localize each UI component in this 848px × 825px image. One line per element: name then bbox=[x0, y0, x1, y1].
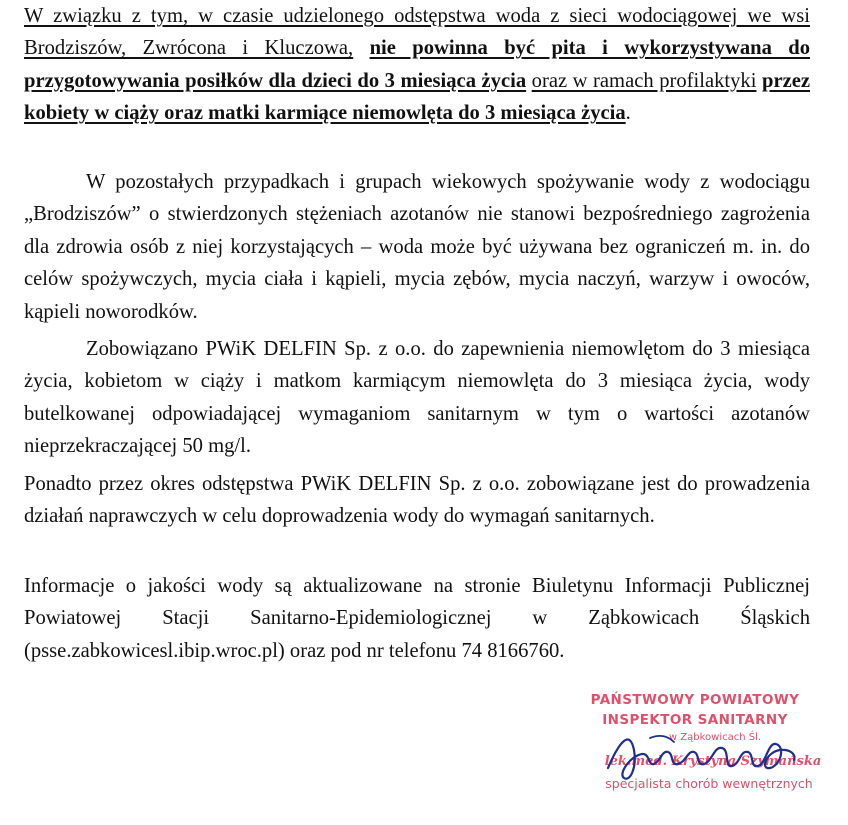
stamp-line-3: w Ząbkowicach Śl. bbox=[668, 732, 762, 743]
stamp-line-5: specjalista chorób wewnętrznych bbox=[605, 776, 813, 791]
stamp-line-4: lek.med. Krystyna Szymańska bbox=[604, 754, 822, 769]
paragraph-remedial-actions: Ponadto przez okres odstępstwa PWiK DELFIN Sp. z o.o. zobowiązane jest do prowadzenia działań naprawczych w celu doprowadzenia wody do wymagań sanitarnych. bbox=[24, 473, 810, 528]
paragraph-information: Informacje o jakości wody są aktualizowane na stronie Biuletynu Informacji Publicznej Powiatowej Stacji Sanitarno-Epidemiologicznej w Ząbkowicach Śląskich (psse.zabkowicesl.ibip.wroc.pl) oraz pod nr telefonu 74 8166760. bbox=[24, 575, 810, 662]
warning-middle-text: oraz w ramach profilaktyki bbox=[531, 69, 757, 92]
stamp-line-2: INSPEKTOR SANITARNY bbox=[602, 712, 788, 728]
stamp-line-1: PAŃSTWOWY POWIATOWY bbox=[590, 692, 800, 708]
handwritten-signature bbox=[590, 720, 810, 790]
official-stamp bbox=[560, 690, 830, 810]
warning-intro-text: W związku z tym, w czasie udzielonego odstępstwa woda z sieci wodociągowej we wsi Brodziszów, Zwrócona i Kluczowa, bbox=[24, 5, 810, 60]
warning-bold-text-1: nie powinna być pita i wykorzystywana do przygotowywania posiłków dla dzieci do 3 miesiąca życia bbox=[24, 37, 810, 92]
paragraph-warning bbox=[24, 0, 810, 130]
warning-end-punctuation: . bbox=[625, 102, 631, 125]
warning-bold-text-2: przez kobiety w ciąży oraz matki karmiące niemowlęta do 3 miesiąca życia bbox=[24, 69, 810, 125]
paragraph-bottled-water: Zobowiązano PWiK DELFIN Sp. z o.o. do zapewnienia niemowlętom do 3 miesiąca życia, kobietom w ciąży i matkom karmiącym niemowlęta do 3 miesiąca życia, wody butelkowanej odpowiadającej wymaganiom sanitarnym w tym o wartości azotanów nieprzekraczającej 50 mg/l. bbox=[24, 338, 810, 458]
paragraph-other-cases: W pozostałych przypadkach i grupach wiekowych spożywanie wody z wodociągu „Brodziszów” o stwierdzonych stężeniach azotanów nie stanowi bezpośredniego zagrożenia dla zdrowia osób z niej korzystających – woda może być używana bez ograniczeń m. in. do celów spożywczych, mycia ciała i kąpieli, mycia zębów, mycia naczyń, warzyw i owoców, kąpieli noworodków. bbox=[24, 171, 810, 323]
